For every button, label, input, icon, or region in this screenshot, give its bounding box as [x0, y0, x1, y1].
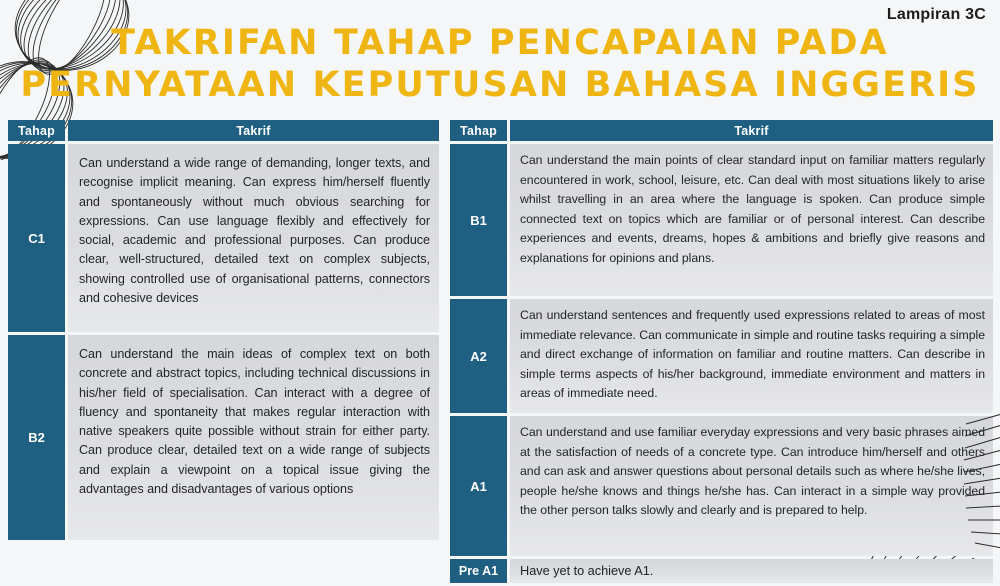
level-description-pre-a1: Have yet to achieve A1.: [510, 559, 993, 583]
table-row: [450, 416, 993, 556]
table-row: [450, 299, 993, 413]
level-description-c1: Can understand a wide range of demanding, longer texts, and recognise implicit meaning. Can express him/herself fluently and spontaneously without much obvious searching for expressions. Can use language flexibly and effectively for social, academic and professional purposes. Can produce clear, well-structured, detailed text on complex subjects, showing controlled use of organisational patterns, connectors and cohesive devices: [68, 144, 439, 332]
page-title-line-1: TAKRIFAN TAHAP PENCAPAIAN PADA: [111, 23, 889, 63]
right-header-tahap: Tahap: [450, 120, 507, 141]
level-description-b1: Can understand the main points of clear standard input on familiar matters regularly encountered in work, school, leisure, etc. Can deal with most situations likely to arise whilst travelling in an area where the language is spoken. Can produce simple connected text on topics which are familiar or of personal interest. Can describe experiences and events, dreams, hopes & ambitions and briefly give reasons and explanations for opinions and plans.: [510, 144, 993, 296]
level-code-b2: B2: [8, 335, 65, 540]
right-table-header-row: [450, 120, 993, 141]
right-header-takrif: Takrif: [510, 120, 993, 141]
table-row: [8, 144, 439, 332]
left-header-takrif: Takrif: [68, 120, 439, 141]
level-code-a1: A1: [450, 416, 507, 556]
level-description-a2: Can understand sentences and frequently used expressions related to areas of most immediate relevance. Can communicate in simple and routine tasks requiring a simple and direct exchange of information on familiar and routine matters. Can describe in simple terms aspects of his/her background, immediate environment and matters in areas of immediate need.: [510, 299, 993, 413]
level-description-b2: Can understand the main ideas of complex text on both concrete and abstract topics, including technical discussions in his/her field of specialisation. Can interact with a degree of fluency and spontaneity that makes regular interaction with native speakers quite possible without strain for either party. Can produce clear, detailed text on a wide range of subjects and explain a viewpoint on a topical issue giving the advantages and disadvantages of various options: [68, 335, 439, 540]
right-proficiency-table: [450, 120, 993, 586]
level-code-c1: C1: [8, 144, 65, 332]
level-description-a1: Can understand and use familiar everyday expressions and very basic phrases aimed at the satisfaction of needs of a concrete type. Can introduce him/herself and others and can ask and answer questions about personal details such as where he/she lives, people he/she knows and things he/she has. Can interact in a simple way provided the other person talks slowly and clearly and is prepared to help.: [510, 416, 993, 556]
table-row: [450, 144, 993, 296]
left-header-tahap: Tahap: [8, 120, 65, 141]
page-title: [0, 22, 1000, 106]
page-title-line-2: PERNYATAAN KEPUTUSAN BAHASA INGGERIS: [20, 65, 980, 105]
left-table-header-row: [8, 120, 439, 141]
table-row: [8, 335, 439, 540]
level-code-pre-a1: Pre A1: [450, 559, 507, 583]
left-proficiency-table: [8, 120, 439, 543]
level-code-a2: A2: [450, 299, 507, 413]
level-code-b1: B1: [450, 144, 507, 296]
attachment-label: Lampiran 3C: [886, 6, 986, 23]
